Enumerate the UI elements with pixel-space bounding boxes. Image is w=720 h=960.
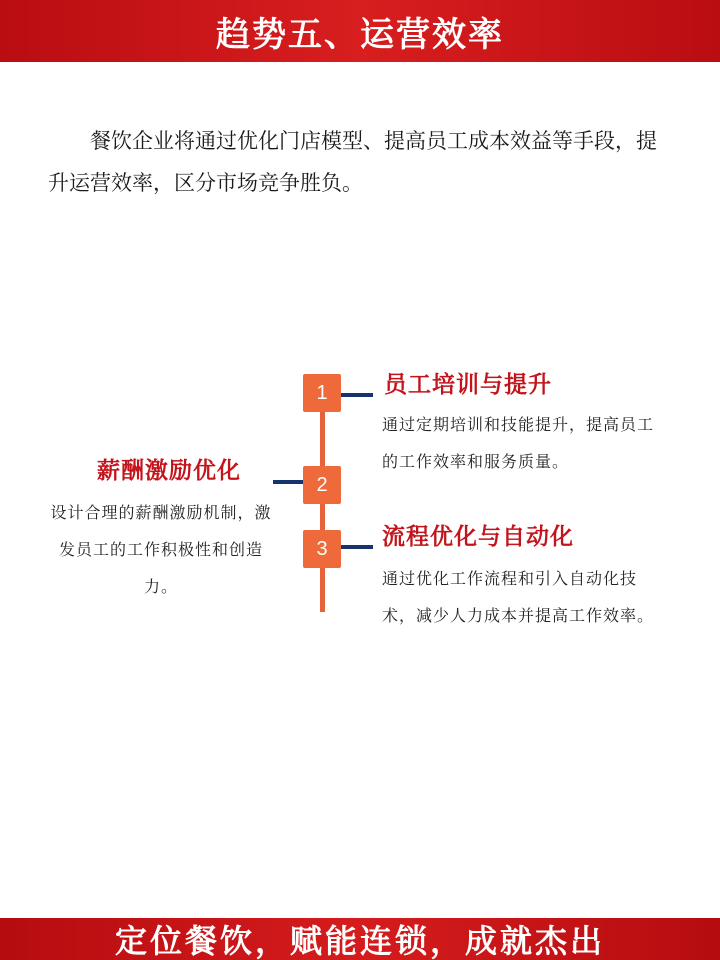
connector-3 [341,545,373,549]
step-desc-2: 设计合理的薪酬激励机制，激发员工的工作积极性和创造力。 [50,503,272,596]
step-number-3: 3 [303,530,341,568]
connector-2 [273,480,303,484]
step-desc-1: 通过定期培训和技能提升，提高员工的工作效率和服务质量。 [382,415,655,471]
step-number-2: 2 [303,466,341,504]
step-title-1: 员工培训与提升 [384,371,552,398]
page-title: 趋势五、运营效率 [216,14,504,55]
step-desc-3: 通过优化工作流程和引入自动化技术，减少人力成本并提高工作效率。 [382,569,655,625]
header-banner [0,0,720,62]
footer-slogan: 定位餐饮，赋能连锁，成就杰出 [114,922,605,960]
intro-paragraph: 餐饮企业将通过优化门店模型、提高员工成本效益等手段，提升运营效率，区分市场竞争胜负。 [48,129,657,195]
footer-banner [0,918,720,960]
connector-1 [341,393,373,397]
step-title-3: 流程优化与自动化 [382,523,574,550]
step-number-1: 1 [303,374,341,412]
step-title-2: 薪酬激励优化 [97,457,241,484]
